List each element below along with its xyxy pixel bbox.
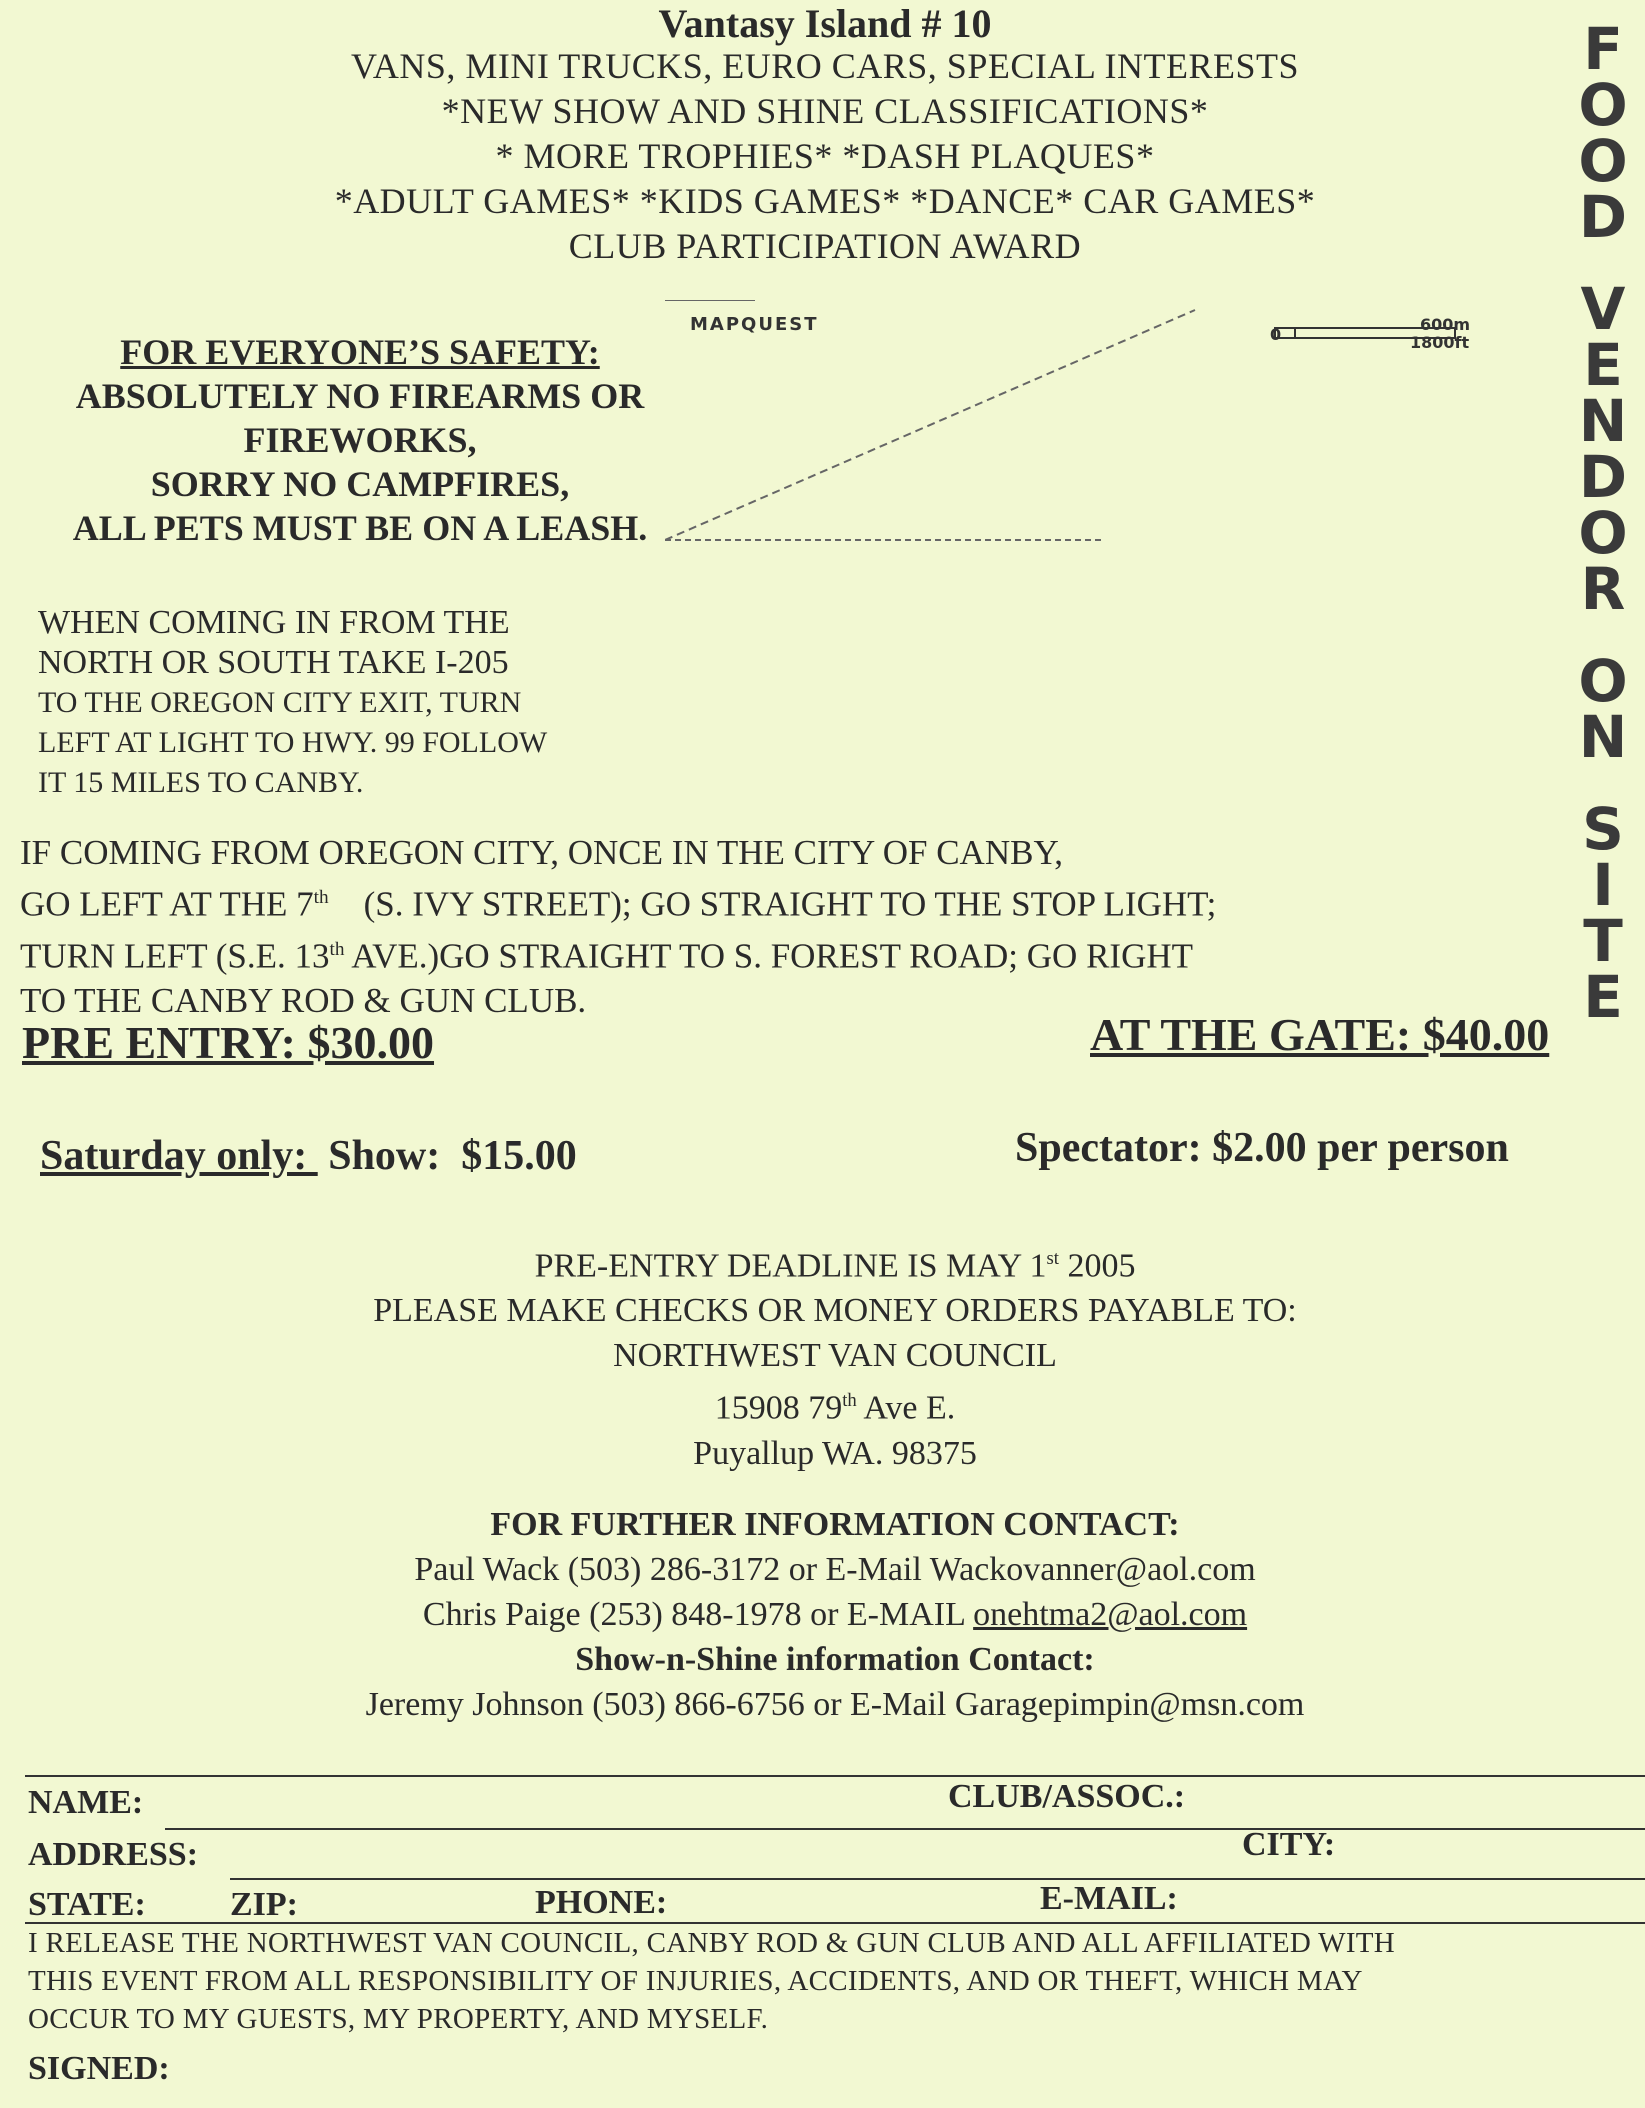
- safety-line-1: ABSOLUTELY NO FIREARMS OR: [75, 376, 645, 416]
- food-vendor-banner: [1568, 15, 1638, 1031]
- dir-line-3: TO THE OREGON CITY EXIT, TURN: [38, 686, 522, 719]
- name-label: NAME:: [28, 1784, 144, 1821]
- form-rule: [25, 1775, 1645, 1777]
- release-waiver: [28, 1924, 1638, 2038]
- gate-price: AT THE GATE: $40.00: [1090, 1009, 1550, 1060]
- contact-paul: Paul Wack (503) 286-3172 or E-Mail Wackovanner@aol.com: [414, 1551, 1256, 1588]
- oc-line-2: GO LEFT AT THE 7th (S. IVY STREET); GO STRAIGHT TO THE STOP LIGHT;: [20, 884, 1217, 924]
- dir-line-1: WHEN COMING IN FROM THE: [38, 604, 510, 641]
- vendor-letter: V: [1580, 275, 1626, 343]
- contact-chris: Chris Paige (253) 848-1978 or E-MAIL onehtma2@aol.com: [422, 1596, 1248, 1633]
- zip-label: ZIP:: [230, 1886, 298, 1923]
- header-line-2: *NEW SHOW AND SHINE CLASSIFICATIONS*: [441, 91, 1209, 131]
- payment-info: [200, 1236, 1470, 1476]
- header-line-5: CLUB PARTICIPATION AWARD: [568, 226, 1082, 266]
- directions-north-south: [38, 603, 658, 803]
- state-label: STATE:: [28, 1886, 146, 1923]
- vendor-letter: T: [1583, 907, 1623, 975]
- address-label: ADDRESS:: [28, 1836, 199, 1873]
- org-name: NORTHWEST VAN COUNCIL: [613, 1337, 1057, 1375]
- club-label: CLUB/ASSOC.:: [948, 1778, 1186, 1815]
- checks-payable: PLEASE MAKE CHECKS OR MONEY ORDERS PAYABLE TO:: [373, 1292, 1297, 1330]
- email-label: E-MAIL:: [1040, 1880, 1178, 1917]
- vendor-letter: N: [1578, 703, 1628, 771]
- deadline: PRE-ENTRY DEADLINE IS MAY 1st 2005: [534, 1247, 1136, 1285]
- org-city: Puyallup WA. 98375: [693, 1434, 977, 1472]
- name-field[interactable]: [165, 1828, 1645, 1830]
- header-line-1: VANS, MINI TRUCKS, EURO CARS, SPECIAL INTERESTS: [351, 46, 1299, 86]
- safety-heading: FOR EVERYONE’S SAFETY:: [120, 332, 600, 372]
- safety-notice: [30, 330, 690, 550]
- vendor-letter: F: [1583, 15, 1623, 83]
- vendor-letter: O: [1578, 647, 1628, 715]
- event-title: Vantasy Island # 10: [658, 1, 992, 46]
- vendor-letter: E: [1583, 331, 1623, 399]
- oc-line-4: TO THE CANBY ROD & GUN CLUB.: [20, 981, 587, 1021]
- map-brand: MAPQUEST: [690, 314, 819, 335]
- address-field[interactable]: [230, 1878, 1645, 1880]
- dir-line-5: IT 15 MILES TO CANBY.: [38, 766, 364, 799]
- map-roads: [665, 300, 1195, 540]
- vendor-letter: E: [1583, 963, 1623, 1031]
- vendor-letter: D: [1578, 183, 1628, 251]
- phone-label: PHONE:: [535, 1884, 668, 1921]
- header-line-3: * MORE TROPHIES* *DASH PLAQUES*: [495, 136, 1155, 176]
- safety-line-2: FIREWORKS,: [243, 420, 477, 460]
- contact-heading: FOR FURTHER INFORMATION CONTACT:: [490, 1506, 1180, 1543]
- vendor-letter: R: [1580, 555, 1626, 623]
- vendor-letter: O: [1578, 499, 1628, 567]
- release-line-3: OCCUR TO MY GUESTS, MY PROPERTY, AND MYSELF.: [28, 2003, 769, 2035]
- pre-entry-price: PRE ENTRY: $30.00: [22, 1017, 435, 1068]
- directions-oregon-city: [20, 830, 1400, 1023]
- saturday-show-price: [40, 1132, 577, 1180]
- vendor-letter: O: [1578, 127, 1628, 195]
- release-line-2: THIS EVENT FROM ALL RESPONSIBILITY OF INJURIES, ACCIDENTS, AND OR THEFT, WHICH MAY: [28, 1965, 1363, 1997]
- location-map: [665, 300, 1500, 830]
- scale-meters: 600m: [1420, 315, 1471, 334]
- oc-line-1: IF COMING FROM OREGON CITY, ONCE IN THE CITY OF CANBY,: [20, 833, 1063, 872]
- contact-info: [200, 1502, 1470, 1727]
- org-address: 15908 79th Ave E.: [714, 1389, 956, 1427]
- shine-heading: Show-n-Shine information Contact:: [575, 1641, 1095, 1678]
- dir-line-4: LEFT AT LIGHT TO HWY. 99 FOLLOW: [38, 726, 548, 759]
- release-line-1: I RELEASE THE NORTHWEST VAN COUNCIL, CANBY ROD & GUN CLUB AND ALL AFFILIATED WITH: [28, 1927, 1396, 1959]
- header-line-4: *ADULT GAMES* *KIDS GAMES* *DANCE* CAR GAMES*: [334, 181, 1316, 221]
- contact-jeremy: Jeremy Johnson (503) 866-6756 or E-Mail Garagepimpin@msn.com: [365, 1686, 1305, 1723]
- vendor-letter: I: [1592, 851, 1614, 919]
- saturday-label: Saturday only:: [40, 1133, 318, 1179]
- spectator-price: Spectator: $2.00 per person: [1015, 1125, 1509, 1171]
- city-label: CITY:: [1242, 1826, 1336, 1863]
- vendor-letter: N: [1578, 387, 1628, 455]
- show-price: Show: $15.00: [328, 1133, 577, 1179]
- signed-label: SIGNED:: [28, 2050, 170, 2087]
- safety-line-4: ALL PETS MUST BE ON A LEASH.: [72, 508, 648, 548]
- vendor-letter: D: [1578, 443, 1628, 511]
- safety-line-3: SORRY NO CAMPFIRES,: [150, 464, 570, 504]
- vendor-letter: S: [1582, 795, 1624, 863]
- scale-zero: 0: [1270, 325, 1282, 344]
- scale-feet: 1800ft: [1410, 333, 1470, 352]
- vendor-letter: O: [1578, 71, 1628, 139]
- chris-email-link[interactable]: onehtma2@aol.com: [973, 1596, 1248, 1633]
- dir-line-2: NORTH OR SOUTH TAKE I-205: [38, 644, 509, 681]
- oc-line-3: TURN LEFT (S.E. 13th AVE.)GO STRAIGHT TO S. FOREST ROAD; GO RIGHT: [20, 936, 1194, 976]
